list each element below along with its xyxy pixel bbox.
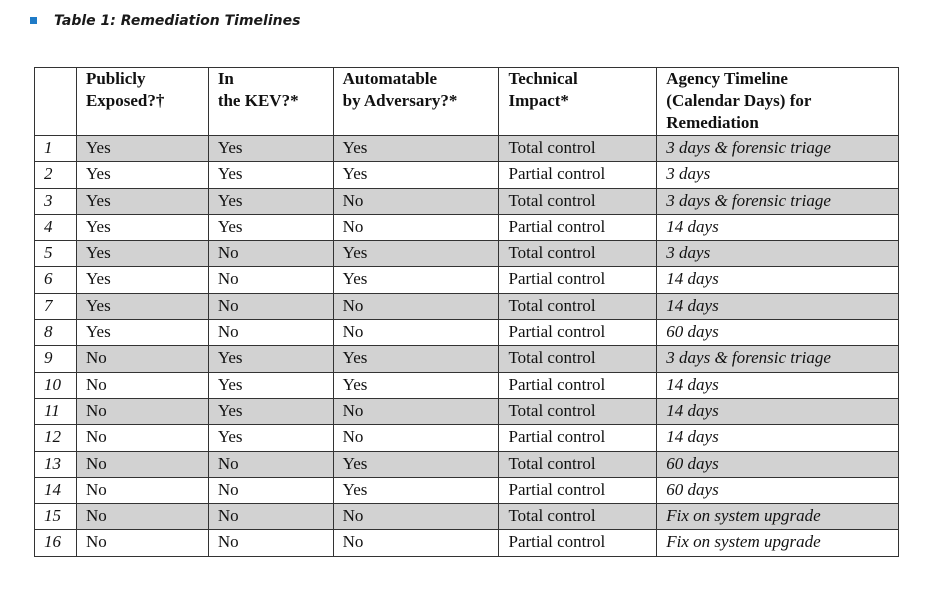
automatable-cell: No xyxy=(333,530,499,556)
in-kev-cell: No xyxy=(208,267,333,293)
in-kev-cell: Yes xyxy=(208,425,333,451)
row-number: 7 xyxy=(35,293,77,319)
publicly-exposed-cell: Yes xyxy=(76,293,208,319)
in-kev-cell: Yes xyxy=(208,398,333,424)
technical-impact-cell: Total control xyxy=(499,293,657,319)
table-row xyxy=(35,188,899,214)
publicly-exposed-cell: No xyxy=(76,477,208,503)
timeline-cell: Fix on system upgrade xyxy=(657,504,899,530)
automatable-cell: Yes xyxy=(333,346,499,372)
row-number: 3 xyxy=(35,188,77,214)
table-row xyxy=(35,214,899,240)
table-row xyxy=(35,504,899,530)
table-row xyxy=(35,372,899,398)
row-number: 6 xyxy=(35,267,77,293)
automatable-cell: Yes xyxy=(333,477,499,503)
table-body xyxy=(35,136,899,557)
automatable-cell: Yes xyxy=(333,372,499,398)
technical-impact-cell: Total control xyxy=(499,136,657,162)
technical-impact-cell: Partial control xyxy=(499,267,657,293)
table-row xyxy=(35,267,899,293)
automatable-cell: No xyxy=(333,320,499,346)
technical-impact-cell: Partial control xyxy=(499,162,657,188)
timeline-cell: 14 days xyxy=(657,293,899,319)
publicly-exposed-cell: No xyxy=(76,425,208,451)
row-number: 12 xyxy=(35,425,77,451)
table-caption xyxy=(30,13,300,29)
technical-impact-cell: Partial control xyxy=(499,425,657,451)
timeline-cell: 14 days xyxy=(657,214,899,240)
in-kev-cell: Yes xyxy=(208,136,333,162)
automatable-cell: No xyxy=(333,214,499,240)
square-bullet-icon xyxy=(30,17,37,24)
publicly-exposed-cell: No xyxy=(76,346,208,372)
in-kev-cell: Yes xyxy=(208,372,333,398)
automatable-cell: Yes xyxy=(333,267,499,293)
automatable-cell: Yes xyxy=(333,136,499,162)
header-row-number xyxy=(35,68,77,136)
in-kev-cell: No xyxy=(208,293,333,319)
timeline-cell: 60 days xyxy=(657,477,899,503)
row-number: 15 xyxy=(35,504,77,530)
technical-impact-cell: Total control xyxy=(499,398,657,424)
technical-impact-cell: Partial control xyxy=(499,320,657,346)
row-number: 1 xyxy=(35,136,77,162)
publicly-exposed-cell: Yes xyxy=(76,320,208,346)
technical-impact-cell: Partial control xyxy=(499,530,657,556)
automatable-cell: Yes xyxy=(333,451,499,477)
table-row xyxy=(35,293,899,319)
timeline-cell: 3 days & forensic triage xyxy=(657,188,899,214)
in-kev-cell: No xyxy=(208,451,333,477)
publicly-exposed-cell: Yes xyxy=(76,136,208,162)
table-row xyxy=(35,477,899,503)
in-kev-cell: No xyxy=(208,530,333,556)
automatable-cell: No xyxy=(333,398,499,424)
table-row xyxy=(35,346,899,372)
technical-impact-cell: Total control xyxy=(499,451,657,477)
publicly-exposed-cell: No xyxy=(76,451,208,477)
row-number: 11 xyxy=(35,398,77,424)
header-in-kev: In the KEV?* xyxy=(208,68,333,136)
row-number: 4 xyxy=(35,214,77,240)
row-number: 5 xyxy=(35,241,77,267)
publicly-exposed-cell: Yes xyxy=(76,267,208,293)
technical-impact-cell: Partial control xyxy=(499,214,657,240)
table-row xyxy=(35,425,899,451)
technical-impact-cell: Partial control xyxy=(499,477,657,503)
in-kev-cell: Yes xyxy=(208,162,333,188)
row-number: 2 xyxy=(35,162,77,188)
header-publicly-exposed: Publicly Exposed?† xyxy=(76,68,208,136)
timeline-cell: 3 days xyxy=(657,162,899,188)
remediation-timelines-table xyxy=(34,67,899,557)
table-row xyxy=(35,241,899,267)
technical-impact-cell: Total control xyxy=(499,241,657,267)
header-agency-timeline: Agency Timeline (Calendar Days) for Remediation xyxy=(657,68,899,136)
table-row xyxy=(35,162,899,188)
automatable-cell: No xyxy=(333,425,499,451)
timeline-cell: 3 days & forensic triage xyxy=(657,136,899,162)
row-number: 9 xyxy=(35,346,77,372)
publicly-exposed-cell: Yes xyxy=(76,241,208,267)
header-technical-impact: Technical Impact* xyxy=(499,68,657,136)
in-kev-cell: Yes xyxy=(208,214,333,240)
timeline-cell: 14 days xyxy=(657,425,899,451)
header-automatable: Automatable by Adversary?* xyxy=(333,68,499,136)
automatable-cell: No xyxy=(333,293,499,319)
publicly-exposed-cell: Yes xyxy=(76,214,208,240)
timeline-cell: 14 days xyxy=(657,267,899,293)
automatable-cell: Yes xyxy=(333,241,499,267)
technical-impact-cell: Total control xyxy=(499,188,657,214)
row-number: 16 xyxy=(35,530,77,556)
table-row xyxy=(35,320,899,346)
publicly-exposed-cell: No xyxy=(76,530,208,556)
table-row xyxy=(35,398,899,424)
technical-impact-cell: Total control xyxy=(499,346,657,372)
technical-impact-cell: Total control xyxy=(499,504,657,530)
automatable-cell: No xyxy=(333,188,499,214)
timeline-cell: 3 days xyxy=(657,241,899,267)
table-row xyxy=(35,136,899,162)
row-number: 8 xyxy=(35,320,77,346)
in-kev-cell: Yes xyxy=(208,188,333,214)
in-kev-cell: No xyxy=(208,504,333,530)
in-kev-cell: No xyxy=(208,320,333,346)
timeline-cell: Fix on system upgrade xyxy=(657,530,899,556)
timeline-cell: 60 days xyxy=(657,451,899,477)
timeline-cell: 60 days xyxy=(657,320,899,346)
timeline-cell: 14 days xyxy=(657,372,899,398)
publicly-exposed-cell: No xyxy=(76,504,208,530)
publicly-exposed-cell: No xyxy=(76,372,208,398)
caption-text: Table 1: Remediation Timelines xyxy=(54,13,301,29)
publicly-exposed-cell: Yes xyxy=(76,188,208,214)
timeline-cell: 3 days & forensic triage xyxy=(657,346,899,372)
technical-impact-cell: Partial control xyxy=(499,372,657,398)
in-kev-cell: No xyxy=(208,241,333,267)
header-row xyxy=(35,68,899,136)
timeline-cell: 14 days xyxy=(657,398,899,424)
in-kev-cell: Yes xyxy=(208,346,333,372)
publicly-exposed-cell: Yes xyxy=(76,162,208,188)
table-row xyxy=(35,451,899,477)
row-number: 10 xyxy=(35,372,77,398)
automatable-cell: No xyxy=(333,504,499,530)
publicly-exposed-cell: No xyxy=(76,398,208,424)
row-number: 13 xyxy=(35,451,77,477)
in-kev-cell: No xyxy=(208,477,333,503)
automatable-cell: Yes xyxy=(333,162,499,188)
table-row xyxy=(35,530,899,556)
row-number: 14 xyxy=(35,477,77,503)
